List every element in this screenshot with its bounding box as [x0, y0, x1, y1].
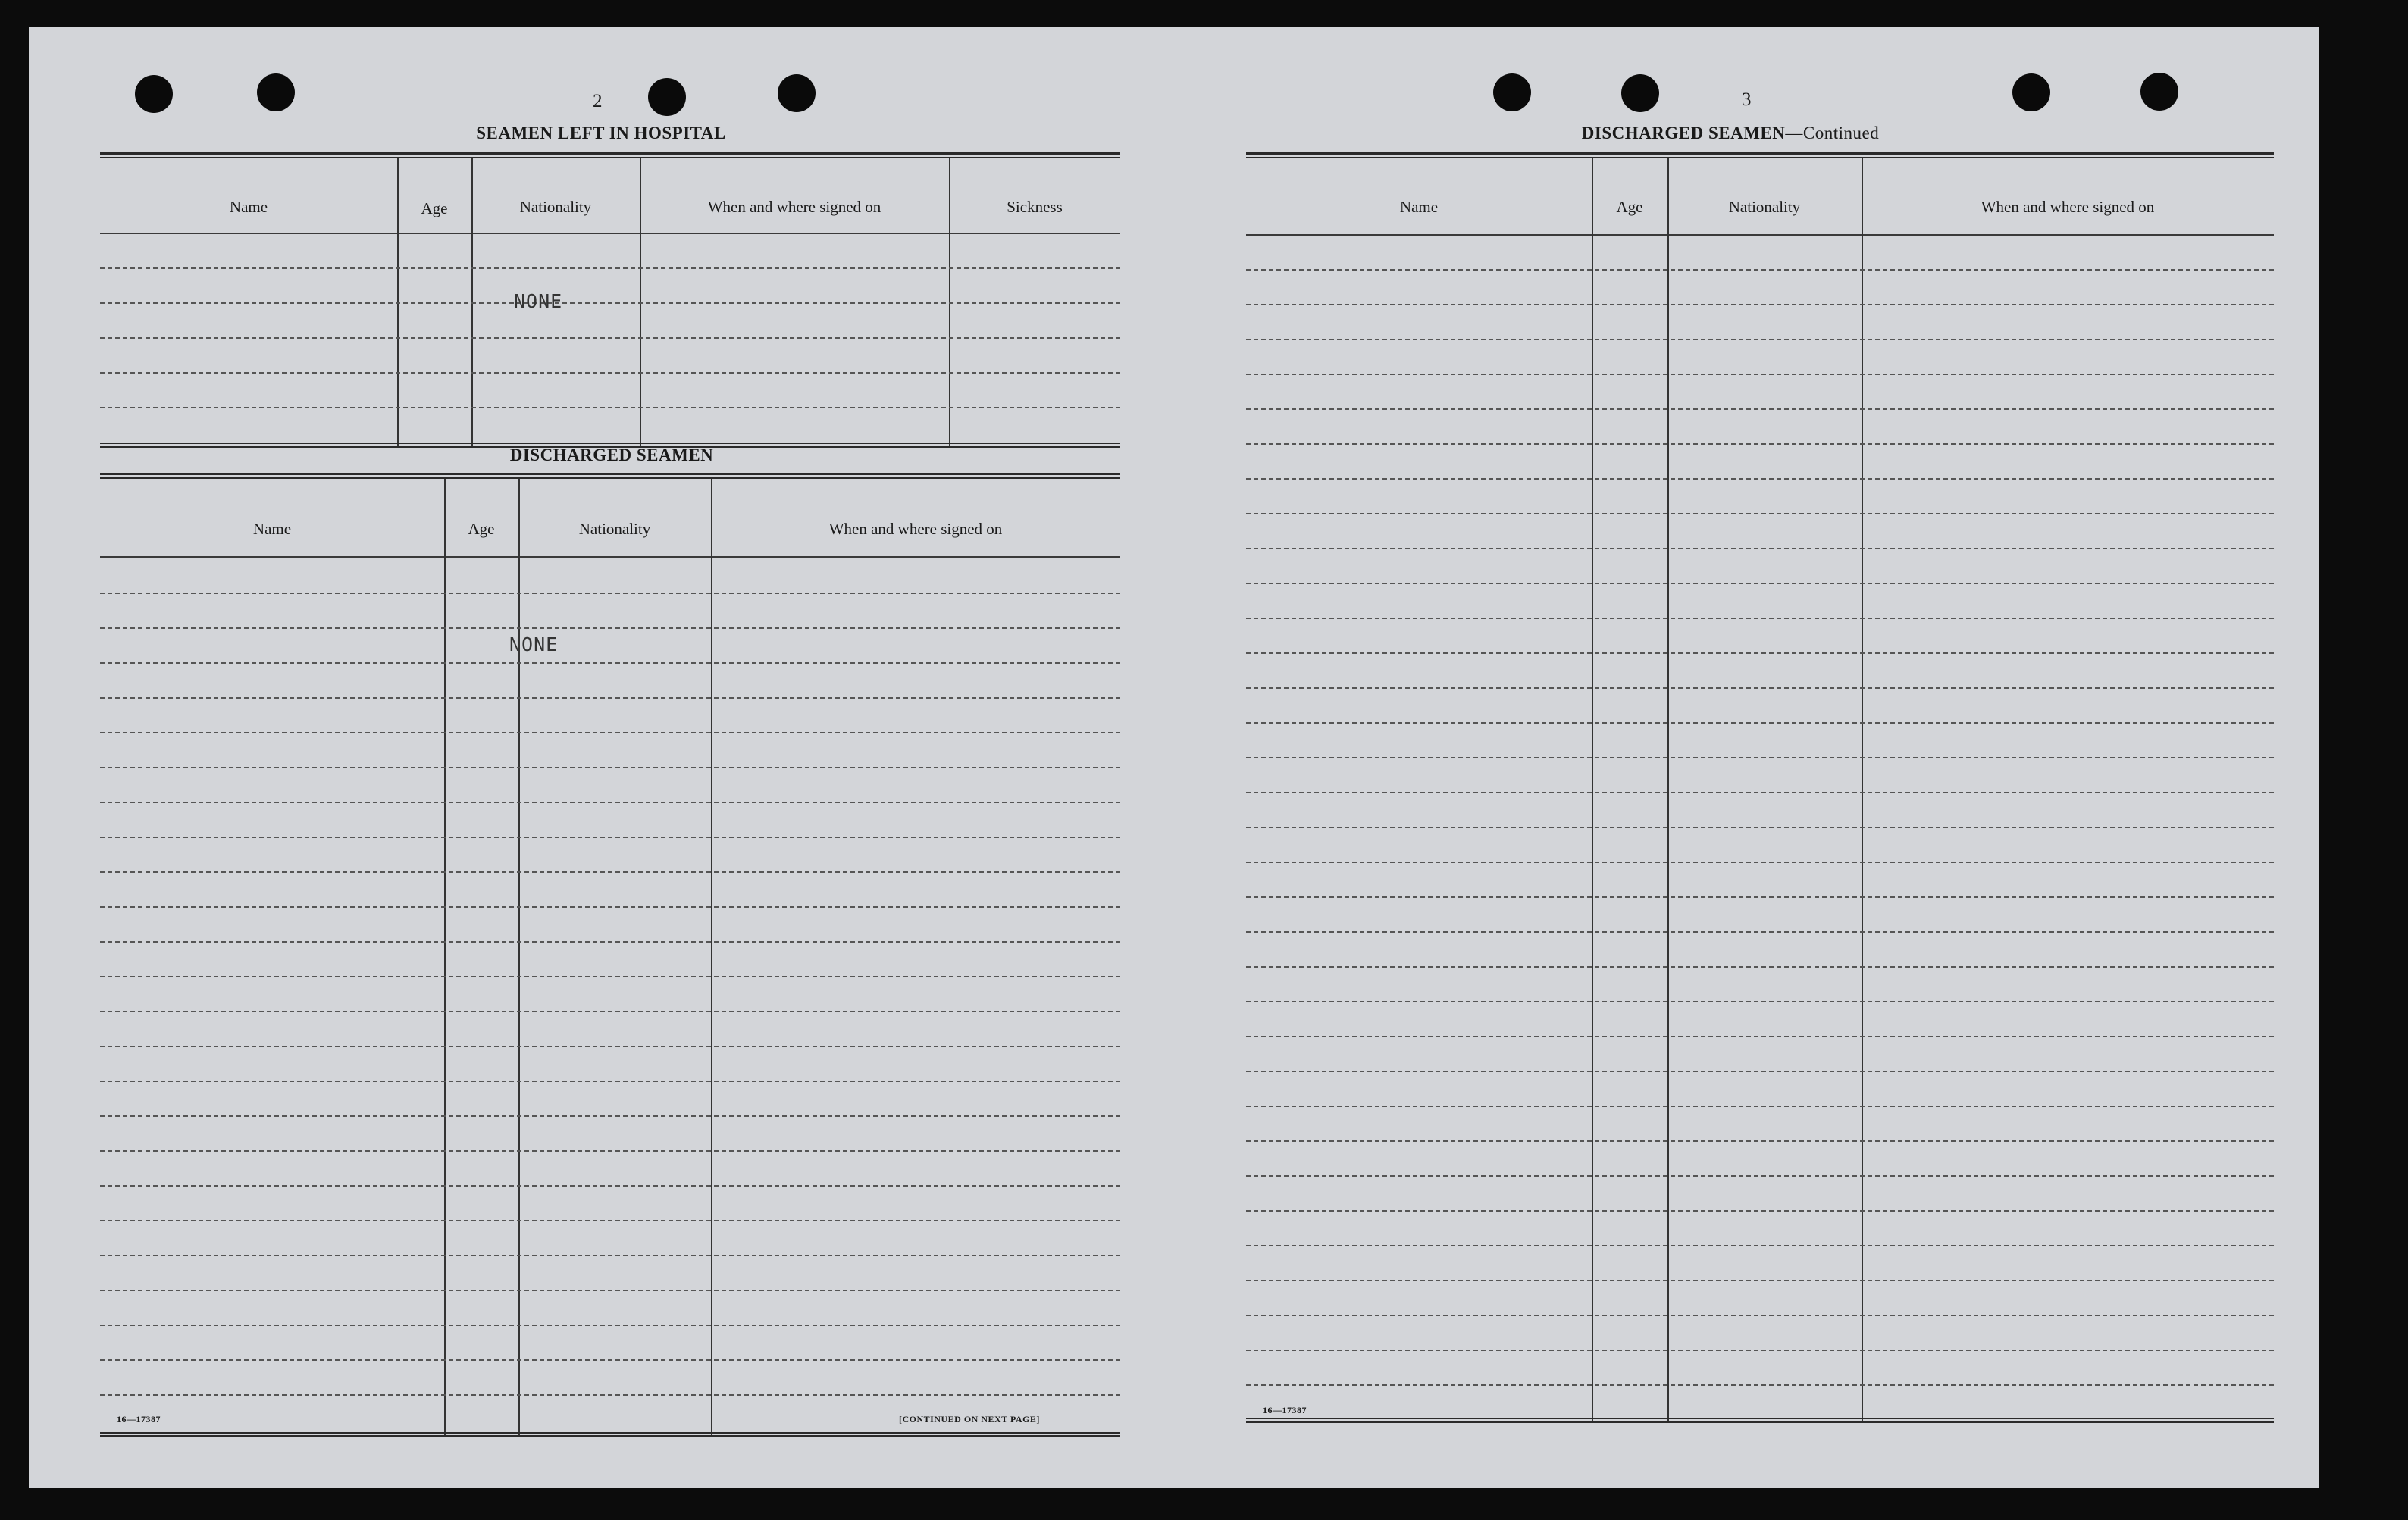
- discharged-entry-none: NONE: [509, 633, 559, 655]
- hospital-entry-none: NONE: [514, 290, 563, 312]
- left-page-number: 2: [593, 91, 603, 111]
- discharged-section-title: DISCHARGED SEAMEN: [509, 446, 714, 464]
- punch-hole: [648, 78, 686, 116]
- col-header-age: Age: [421, 199, 448, 217]
- col-header-age: Age: [1616, 198, 1643, 216]
- col-header-signed-on: When and where signed on: [707, 198, 881, 216]
- right-form-number: 16—17387: [1263, 1405, 1307, 1415]
- punch-hole: [135, 75, 173, 113]
- col-header-nationality: Nationality: [519, 198, 592, 216]
- col-header-name: Name: [1399, 198, 1439, 216]
- col-header-name: Name: [229, 198, 268, 216]
- punch-hole: [1493, 73, 1531, 111]
- hospital-table: [100, 152, 1120, 452]
- punch-hole: [778, 74, 816, 112]
- continued-note: [CONTINUED ON NEXT PAGE]: [899, 1414, 1040, 1425]
- punch-hole: [2140, 73, 2178, 111]
- discharged-table-left: [100, 473, 1120, 1444]
- title-main: DISCHARGED SEAMEN: [1581, 124, 1786, 142]
- hospital-section-title: SEAMEN LEFT IN HOSPITAL: [476, 124, 726, 142]
- title-suffix: —Continued: [1785, 124, 1880, 142]
- document-sheet: [29, 27, 2319, 1488]
- col-header-signed-on: When and where signed on: [828, 520, 1003, 538]
- punch-hole: [2012, 73, 2050, 111]
- punch-hole: [257, 73, 295, 111]
- col-header-age: Age: [468, 520, 495, 538]
- right-page-number: 3: [1742, 89, 1752, 110]
- col-header-nationality: Nationality: [1728, 198, 1801, 216]
- col-header-nationality: Nationality: [578, 520, 651, 538]
- discharged-table-right: [1246, 152, 2274, 1427]
- col-header-signed-on: When and where signed on: [1981, 198, 2155, 216]
- col-header-name: Name: [252, 520, 292, 538]
- left-form-number: 16—17387: [117, 1414, 161, 1425]
- col-header-sickness: Sickness: [1007, 198, 1063, 216]
- discharged-continued-title: [1582, 124, 1879, 143]
- punch-hole: [1621, 74, 1659, 112]
